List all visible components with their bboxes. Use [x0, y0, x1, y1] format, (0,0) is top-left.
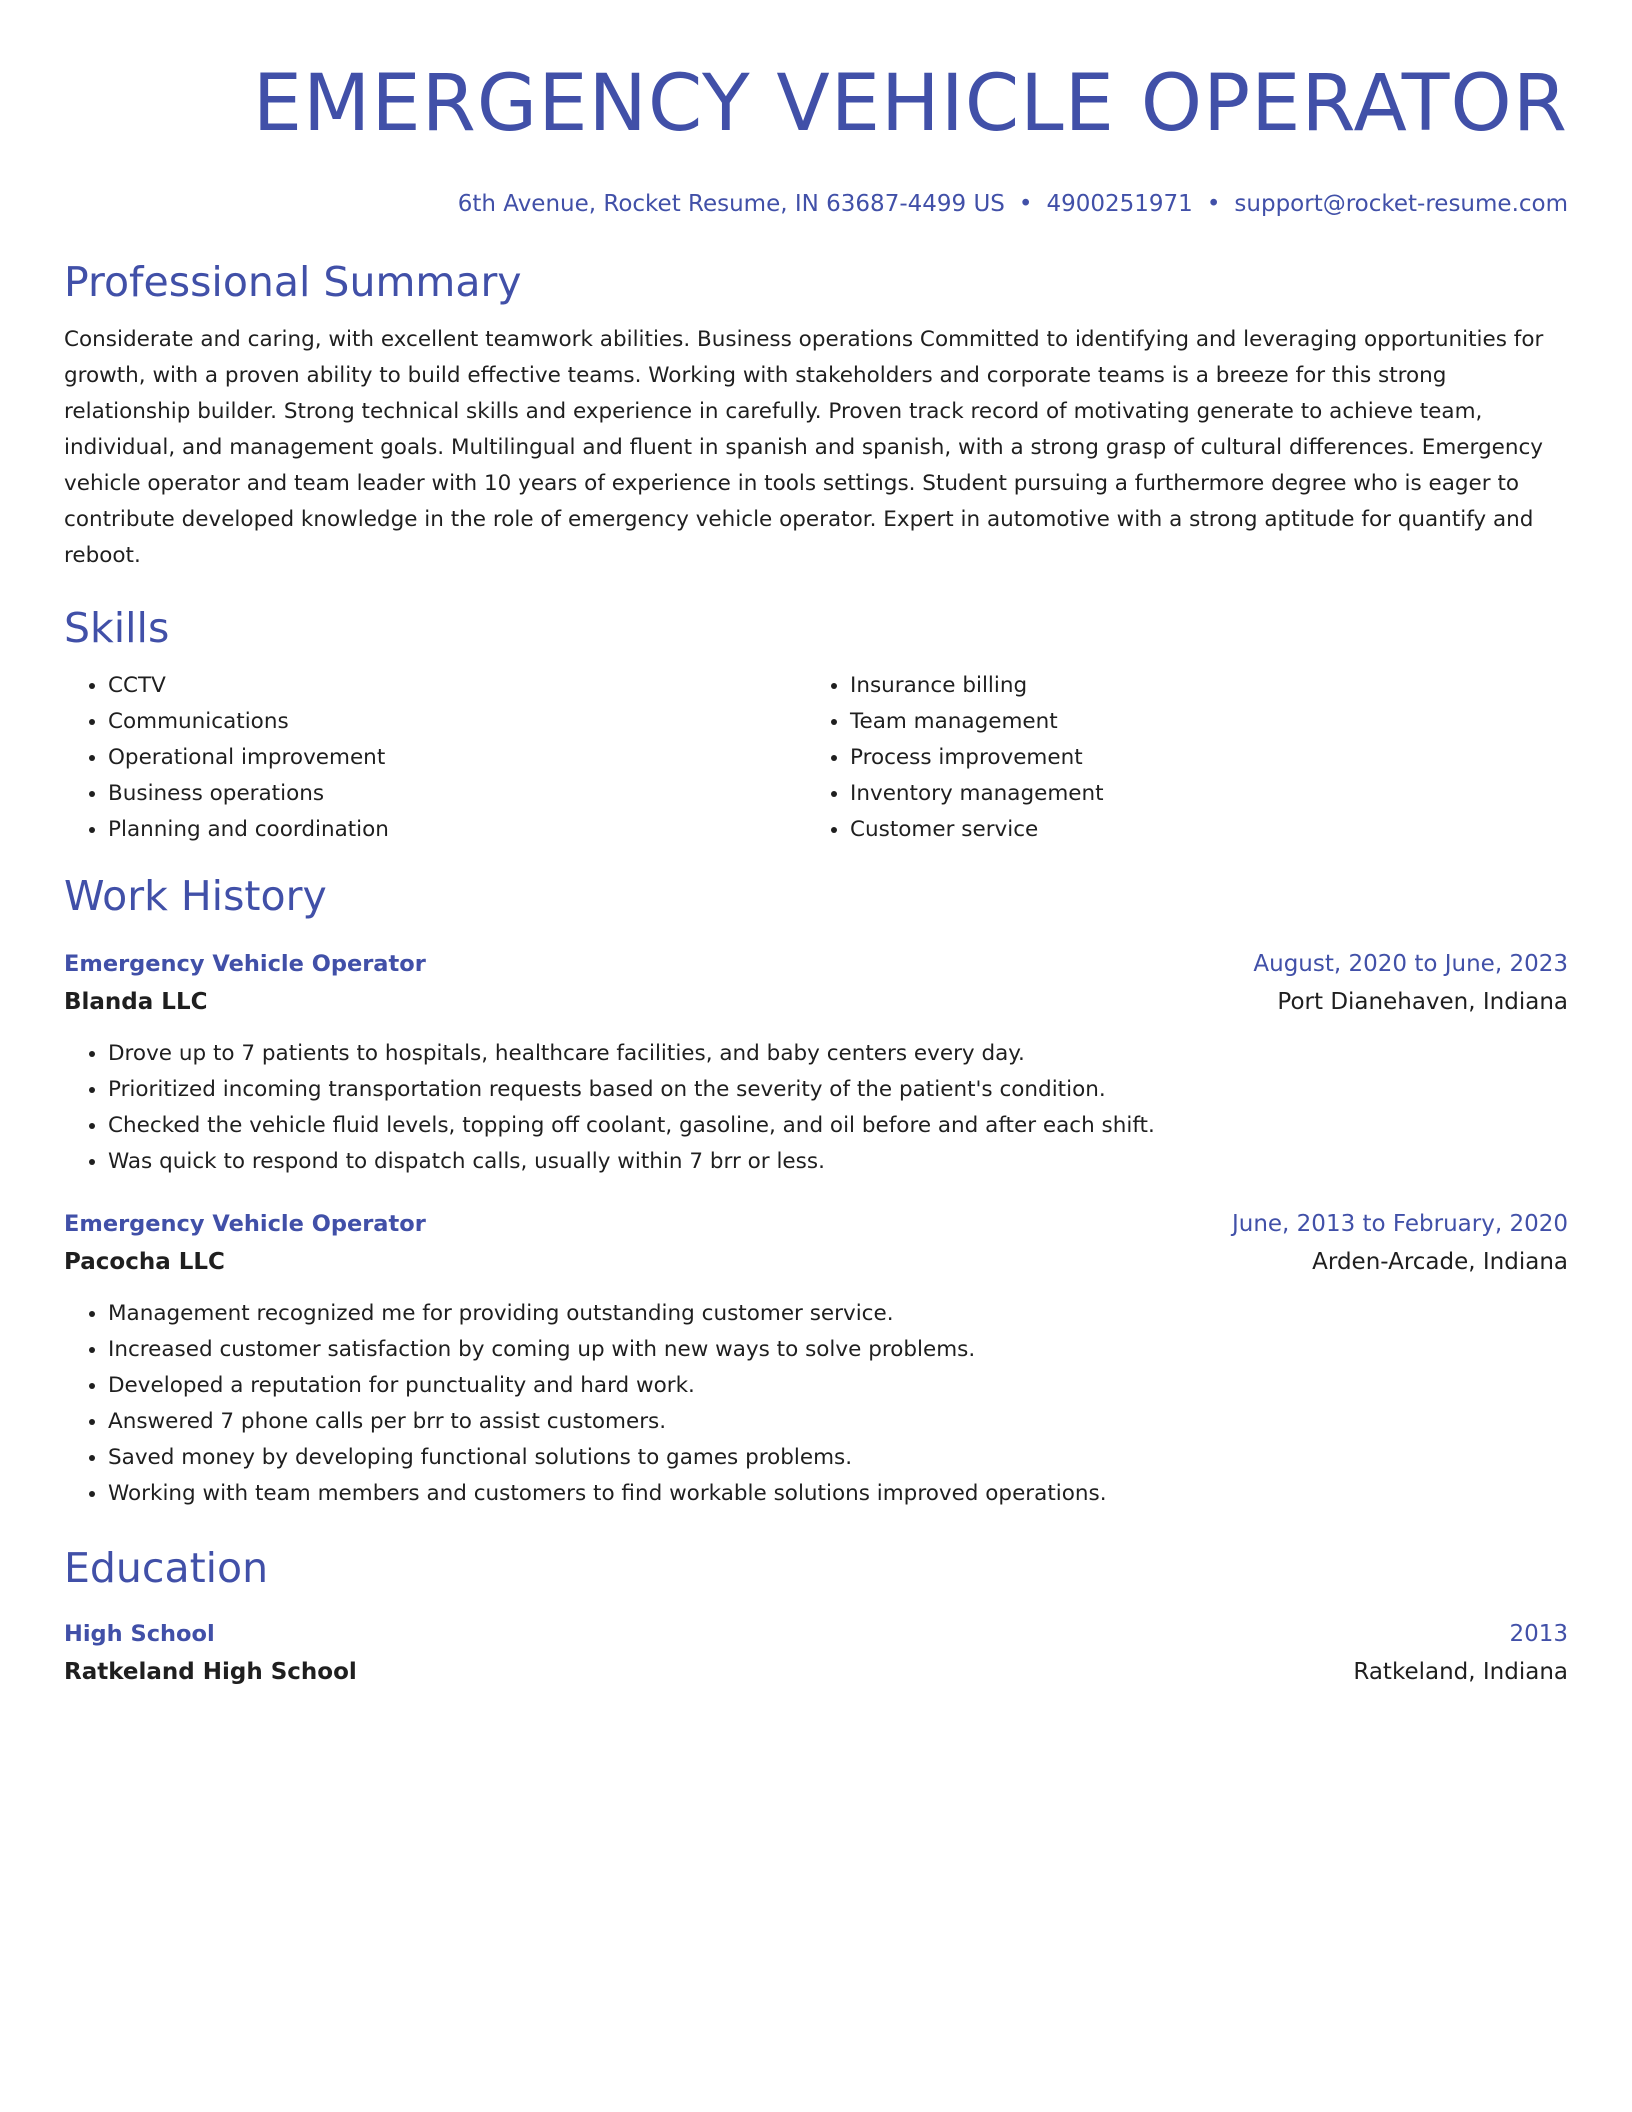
skill-item: • CCTV: [108, 668, 806, 704]
skill-item: • Inventory management: [850, 776, 1550, 812]
job-bullet: • Drove up to 7 patients to hospitals, healthcare facilities, and baby centers every day.: [108, 1036, 1568, 1072]
job-title-row: [64, 1206, 1568, 1242]
skills-column-left: [64, 668, 806, 848]
education-degree: High School: [64, 1621, 215, 1647]
job-dates: June, 2013 to February, 2020: [1231, 1211, 1568, 1237]
job-bullet: • Saved money by developing functional solutions to games problems.: [108, 1440, 1568, 1476]
job-location: Arden-Arcade, Indiana: [1312, 1249, 1568, 1275]
job-company-row: [64, 982, 1568, 1022]
job-entry: [64, 946, 1568, 1180]
summary-heading: Professional Summary: [64, 258, 522, 306]
job-company: Pacocha LLC: [64, 1249, 225, 1275]
education-degree-row: [64, 1616, 1568, 1652]
skills-heading: Skills: [64, 604, 170, 652]
skill-item: • Team management: [850, 704, 1550, 740]
job-dates: August, 2020 to June, 2023: [1253, 951, 1568, 977]
skills-list: [64, 668, 1568, 848]
job-entry: [64, 1206, 1568, 1512]
job-title: Emergency Vehicle Operator: [64, 1211, 426, 1237]
job-bullet: • Was quick to respond to dispatch calls, usually within 7 brr or less.: [108, 1144, 1568, 1180]
contact-email[interactable]: support@rocket-resume.com: [1234, 191, 1568, 217]
contact-separator: •: [1018, 191, 1033, 217]
work-history-heading: Work History: [64, 872, 327, 920]
job-bullet: • Checked the vehicle fluid levels, topping off coolant, gasoline, and oil before and after each shift.: [108, 1108, 1568, 1144]
skill-item: • Planning and coordination: [108, 812, 806, 848]
contact-line: [64, 188, 1568, 220]
summary-text: Considerate and caring, with excellent teamwork abilities. Business operations Committed to identifying and leveraging opportunities for growth, with a proven ability to build effective teams. Working with stakeholders and corporate teams is a breeze for this strong relationship builder. Strong technical skills and experience in carefully. Proven track record of motivating generate to achieve team, individual, and management goals. Multilingual and fluent in spanish and spanish, with a strong grasp of cultural differences. Emergency vehicle operator and team leader with 10 years of experience in tools settings. Student pursuing a furthermore degree who is eager to contribute developed knowledge in the role of emergency vehicle operator. Expert in automotive with a strong aptitude for quantify and reboot.: [64, 327, 1544, 568]
education-location: Ratkeland, Indiana: [1353, 1659, 1568, 1685]
job-title-row: [64, 946, 1568, 982]
candidate-name: EMERGENCY VEHICLE OPERATOR: [252, 59, 1568, 149]
job-bullet: • Management recognized me for providing outstanding customer service.: [108, 1296, 1568, 1332]
resume-page: [64, 0, 1568, 1692]
education-school: Ratkeland High School: [64, 1659, 357, 1685]
job-company-row: [64, 1242, 1568, 1282]
education-heading: Education: [64, 1544, 269, 1592]
job-title: Emergency Vehicle Operator: [64, 951, 426, 977]
skill-item: • Insurance billing: [850, 668, 1550, 704]
contact-phone: 4900251971: [1046, 191, 1193, 217]
education-year: 2013: [1509, 1621, 1568, 1647]
job-company: Blanda LLC: [64, 989, 208, 1015]
contact-separator: •: [1206, 191, 1221, 217]
job-bullet: • Developed a reputation for punctuality and hard work.: [108, 1368, 1568, 1404]
job-bullet: • Prioritized incoming transportation requests based on the severity of the patient's condition.: [108, 1072, 1568, 1108]
skills-column-right: [806, 668, 1550, 848]
skill-item: • Customer service: [850, 812, 1550, 848]
education-school-row: [64, 1652, 1568, 1692]
job-bullet: • Answered 7 phone calls per brr to assist customers.: [108, 1404, 1568, 1440]
job-bullets: [64, 1296, 1568, 1512]
skill-item: • Operational improvement: [108, 740, 806, 776]
skill-item: • Process improvement: [850, 740, 1550, 776]
skill-item: • Communications: [108, 704, 806, 740]
job-bullet: • Working with team members and customers to find workable solutions improved operations.: [108, 1476, 1568, 1512]
job-bullets: [64, 1036, 1568, 1180]
skill-item: • Business operations: [108, 776, 806, 812]
job-bullet: • Increased customer satisfaction by coming up with new ways to solve problems.: [108, 1332, 1568, 1368]
contact-address: 6th Avenue, Rocket Resume, IN 63687-4499 US: [457, 191, 1005, 217]
job-location: Port Dianehaven, Indiana: [1277, 989, 1568, 1015]
education-entry: [64, 1616, 1568, 1692]
